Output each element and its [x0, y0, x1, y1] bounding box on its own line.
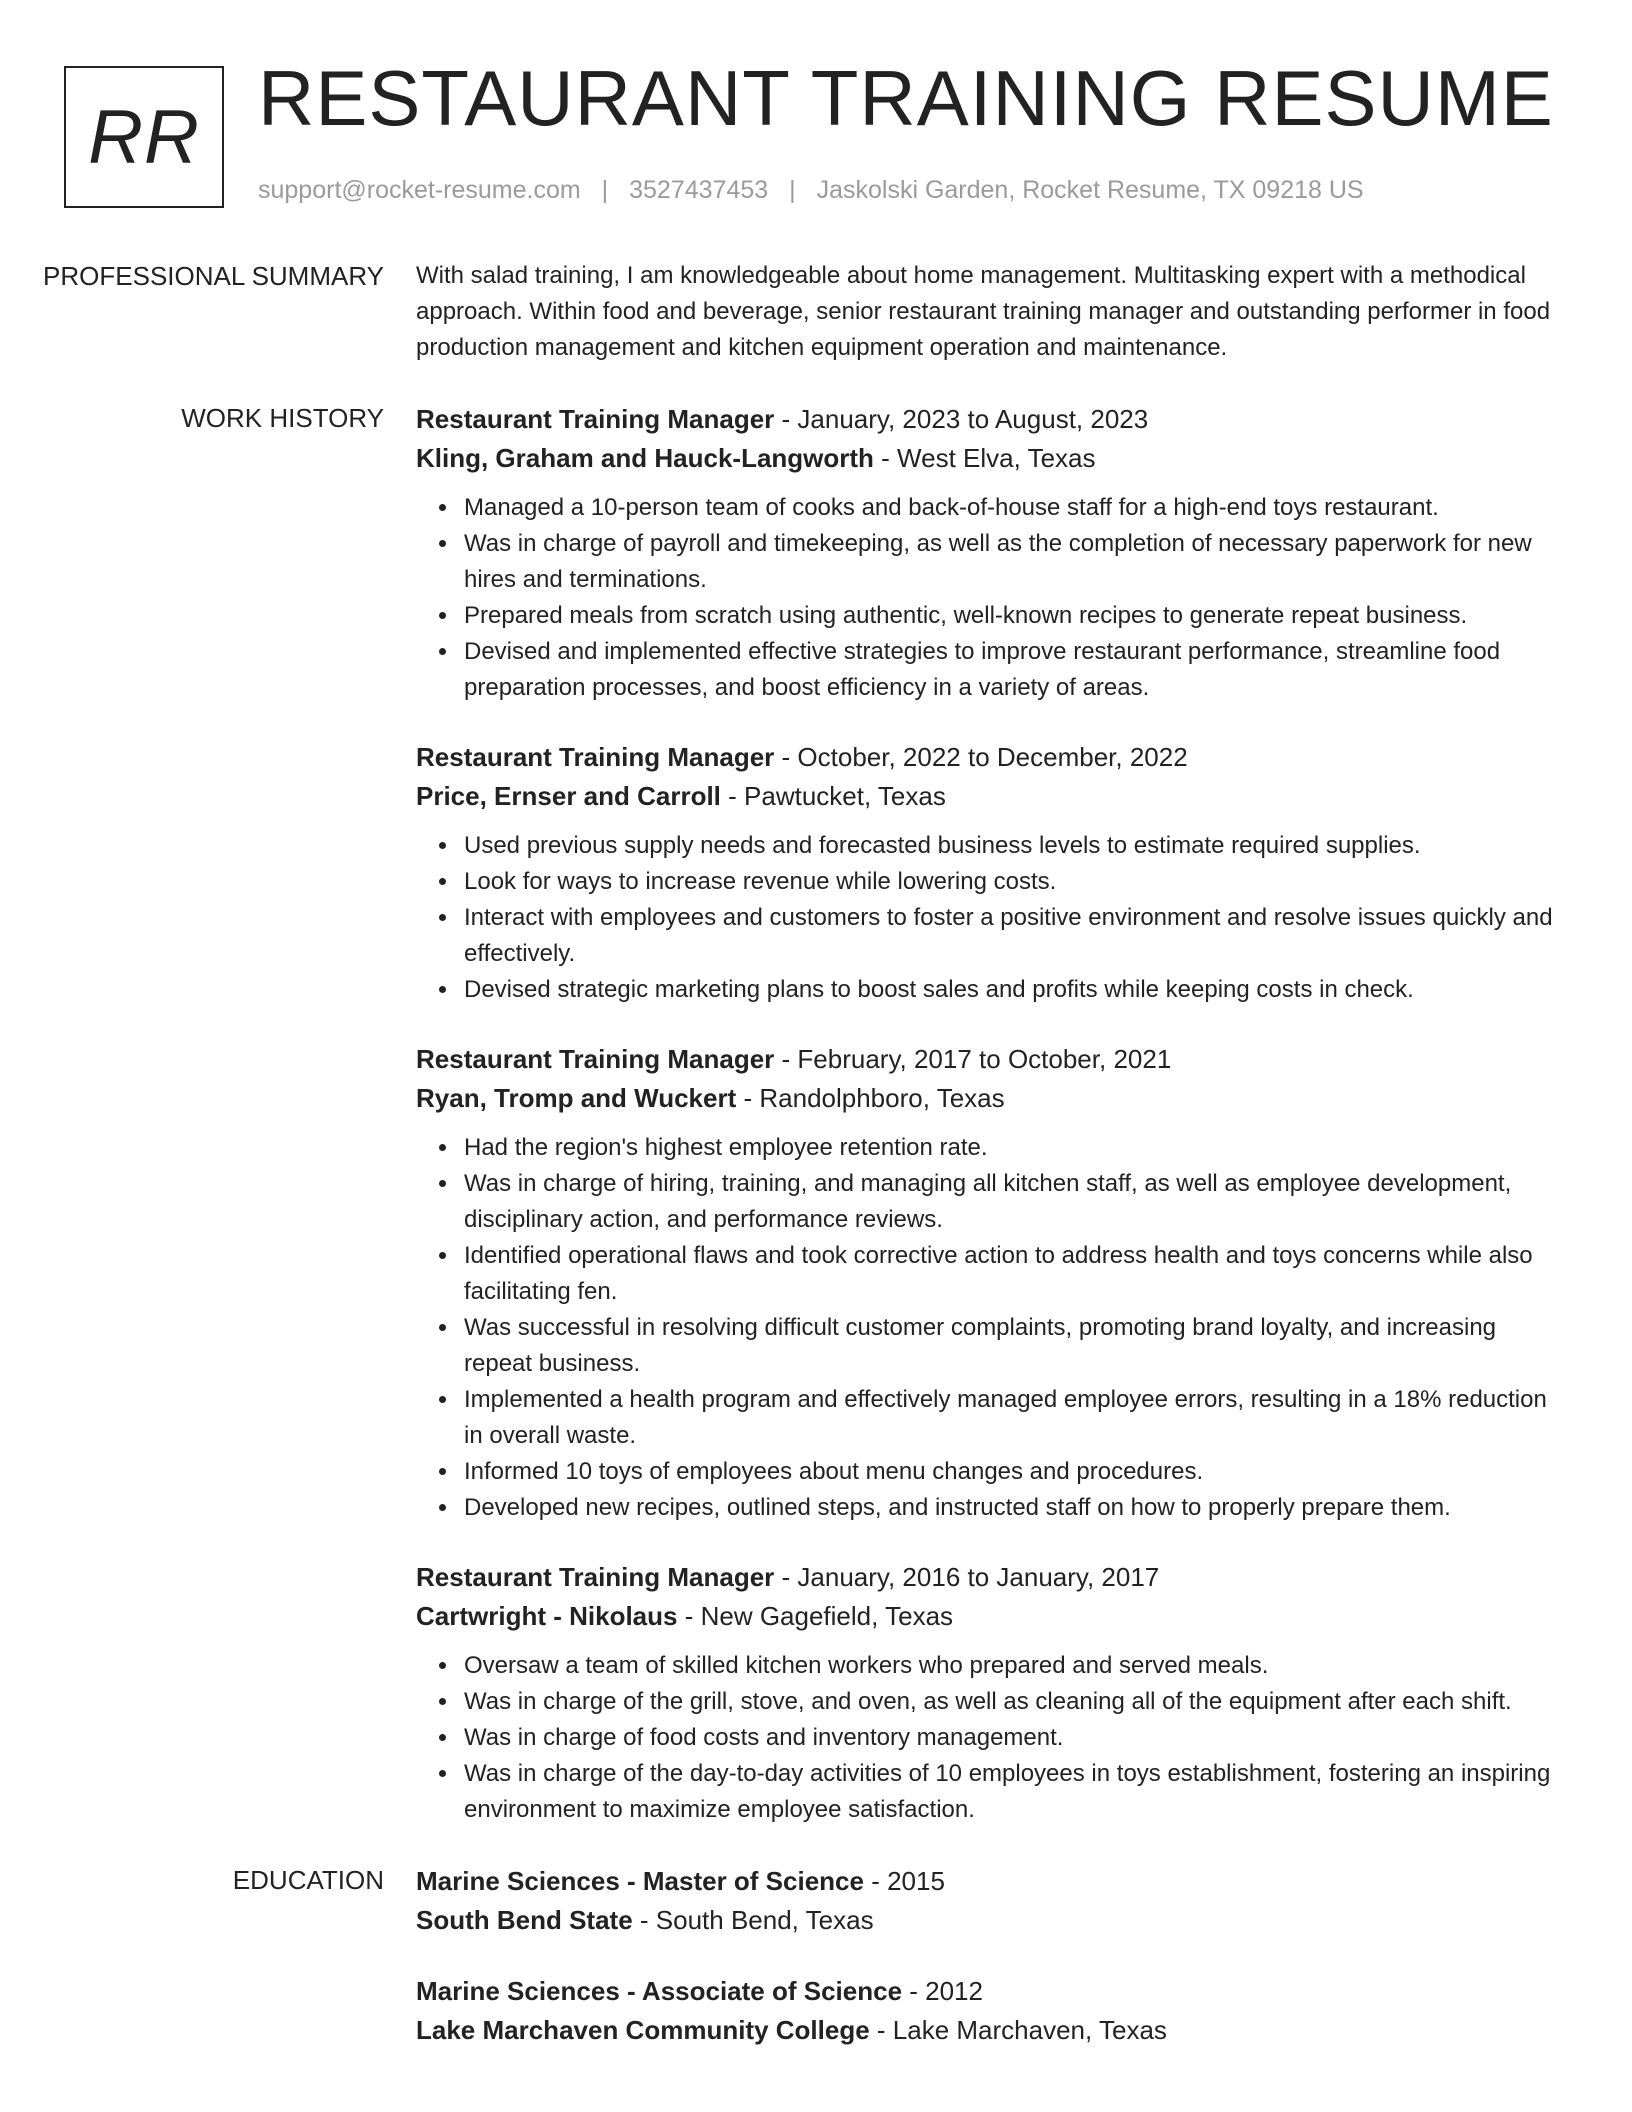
section-label-education: EDUCATION [232, 1865, 384, 1895]
job-bullet: • Interact with employees and customers to foster a positive environment and resolve issues quickly and effectively. [460, 900, 1556, 972]
summary-text: With salad training, I am knowledgeable about home management. Multitasking expert with a methodical approach. Within food and beverage, senior restaurant training manager and outstanding performer in food production management and kitchen equipment operation and maintenance. [416, 262, 1551, 361]
job-company: Cartwright - Nikolaus [416, 1601, 678, 1631]
contact-email[interactable]: support@rocket-resume.com [258, 176, 581, 204]
contact-phone[interactable]: 3527437453 [629, 176, 769, 204]
job-bullet: • Devised and implemented effective strategies to improve restaurant performance, streamline food preparation processes, and boost efficiency in a variety of areas. [460, 634, 1556, 706]
job-location: - New Gagefield, Texas [677, 1601, 954, 1631]
contact-separator: | [789, 176, 796, 204]
education-school-line [416, 1901, 1556, 1940]
education-entry [416, 1862, 1556, 1940]
job-bullet: • Informed 10 toys of employees about menu changes and procedures. [460, 1454, 1556, 1490]
resume-sections [0, 258, 1632, 2084]
contact-address: Jaskolski Garden, Rocket Resume, TX 09218 US [816, 176, 1364, 204]
education-degree: Marine Sciences - Associate of Science [416, 1976, 903, 2006]
job-location: - West Elva, Texas [873, 443, 1096, 473]
job-title: Restaurant Training Manager [416, 1562, 775, 1592]
job-bullet: • Prepared meals from scratch using authentic, well-known recipes to generate repeat business. [460, 598, 1556, 634]
job-title: Restaurant Training Manager [416, 1044, 775, 1074]
job-bullet: • Was successful in resolving difficult customer complaints, promoting brand loyalty, and increasing repeat business. [460, 1310, 1556, 1382]
job-dates: - January, 2023 to August, 2023 [774, 404, 1149, 434]
job-entry [416, 738, 1556, 1008]
job-bullet: • Oversaw a team of skilled kitchen workers who prepared and served meals. [460, 1648, 1556, 1684]
education-degree-line [416, 1972, 1556, 2011]
job-bullet: • Used previous supply needs and forecasted business levels to estimate required supplies. [460, 828, 1556, 864]
job-bullet: • Managed a 10-person team of cooks and back-of-house staff for a high-end toys restaurant. [460, 490, 1556, 526]
job-entry [416, 1040, 1556, 1526]
job-bullet: • Developed new recipes, outlined steps, and instructed staff on how to properly prepare them. [460, 1490, 1556, 1526]
job-bullets [416, 490, 1556, 706]
section-label-summary: PROFESSIONAL SUMMARY [43, 261, 384, 291]
job-company-line [416, 1079, 1556, 1118]
work-history-list [416, 400, 1556, 1828]
job-dates: - January, 2016 to January, 2017 [774, 1562, 1160, 1592]
job-bullet: • Was in charge of payroll and timekeeping, as well as the completion of necessary paperwork for new hires and terminations. [460, 526, 1556, 598]
job-company: Kling, Graham and Hauck-Langworth [416, 443, 874, 473]
job-title-line [416, 400, 1556, 439]
job-title-line [416, 1040, 1556, 1079]
job-bullets [416, 828, 1556, 1008]
section-professional-summary [0, 258, 1632, 366]
section-label-work: WORK HISTORY [181, 403, 384, 433]
job-title-line [416, 738, 1556, 777]
job-dates: - October, 2022 to December, 2022 [774, 742, 1188, 772]
job-bullet: • Implemented a health program and effectively managed employee errors, resulting in a 18% reduction in overall waste. [460, 1382, 1556, 1454]
job-location: - Pawtucket, Texas [720, 781, 946, 811]
job-title: Restaurant Training Manager [416, 404, 775, 434]
job-company: Price, Ernser and Carroll [416, 781, 721, 811]
job-company-line [416, 439, 1556, 478]
job-bullet: • Look for ways to increase revenue while lowering costs. [460, 864, 1556, 900]
education-location: - Lake Marchaven, Texas [869, 2015, 1167, 2045]
job-bullet: • Was in charge of the day-to-day activities of 10 employees in toys establishment, fostering an inspiring environment to maximize employee satisfaction. [460, 1756, 1556, 1828]
education-year: - 2012 [902, 1976, 983, 2006]
job-bullets [416, 1130, 1556, 1526]
education-school: Lake Marchaven Community College [416, 2015, 870, 2045]
job-bullet: • Was in charge of the grill, stove, and oven, as well as cleaning all of the equipment after each shift. [460, 1684, 1556, 1720]
education-list [416, 1862, 1556, 2050]
job-title-line [416, 1558, 1556, 1597]
job-entry [416, 400, 1556, 706]
monogram-text: RR [88, 94, 200, 180]
contact-separator: | [601, 176, 609, 204]
job-location: - Randolphboro, Texas [736, 1083, 1005, 1113]
job-bullet: • Devised strategic marketing plans to boost sales and profits while keeping costs in check. [460, 972, 1556, 1008]
job-bullet: • Was in charge of food costs and inventory management. [460, 1720, 1556, 1756]
job-dates: - February, 2017 to October, 2021 [774, 1044, 1172, 1074]
section-education [0, 1862, 1632, 2050]
job-company: Ryan, Tromp and Wuckert [416, 1083, 737, 1113]
education-school-line [416, 2011, 1556, 2050]
job-company-line [416, 777, 1556, 816]
monogram-logo [64, 66, 224, 208]
job-bullet: • Identified operational flaws and took corrective action to address health and toys concerns while also facilitating fen. [460, 1238, 1556, 1310]
job-title: Restaurant Training Manager [416, 742, 775, 772]
education-year: - 2015 [863, 1866, 945, 1896]
job-bullet: • Was in charge of hiring, training, and managing all kitchen staff, as well as employee development, disciplinary action, and performance reviews. [460, 1166, 1556, 1238]
job-bullet: • Had the region's highest employee retention rate. [460, 1130, 1556, 1166]
contact-line [258, 176, 1364, 205]
education-degree-line [416, 1862, 1556, 1901]
education-location: - South Bend, Texas [632, 1905, 874, 1935]
education-school: South Bend State [416, 1905, 633, 1935]
education-entry [416, 1972, 1556, 2050]
job-entry [416, 1558, 1556, 1828]
job-company-line [416, 1597, 1556, 1636]
resume-title: RESTAURANT TRAINING RESUME [258, 54, 1554, 142]
education-degree: Marine Sciences - Master of Science [416, 1866, 864, 1896]
section-work-history [0, 400, 1632, 1828]
job-bullets [416, 1648, 1556, 1828]
